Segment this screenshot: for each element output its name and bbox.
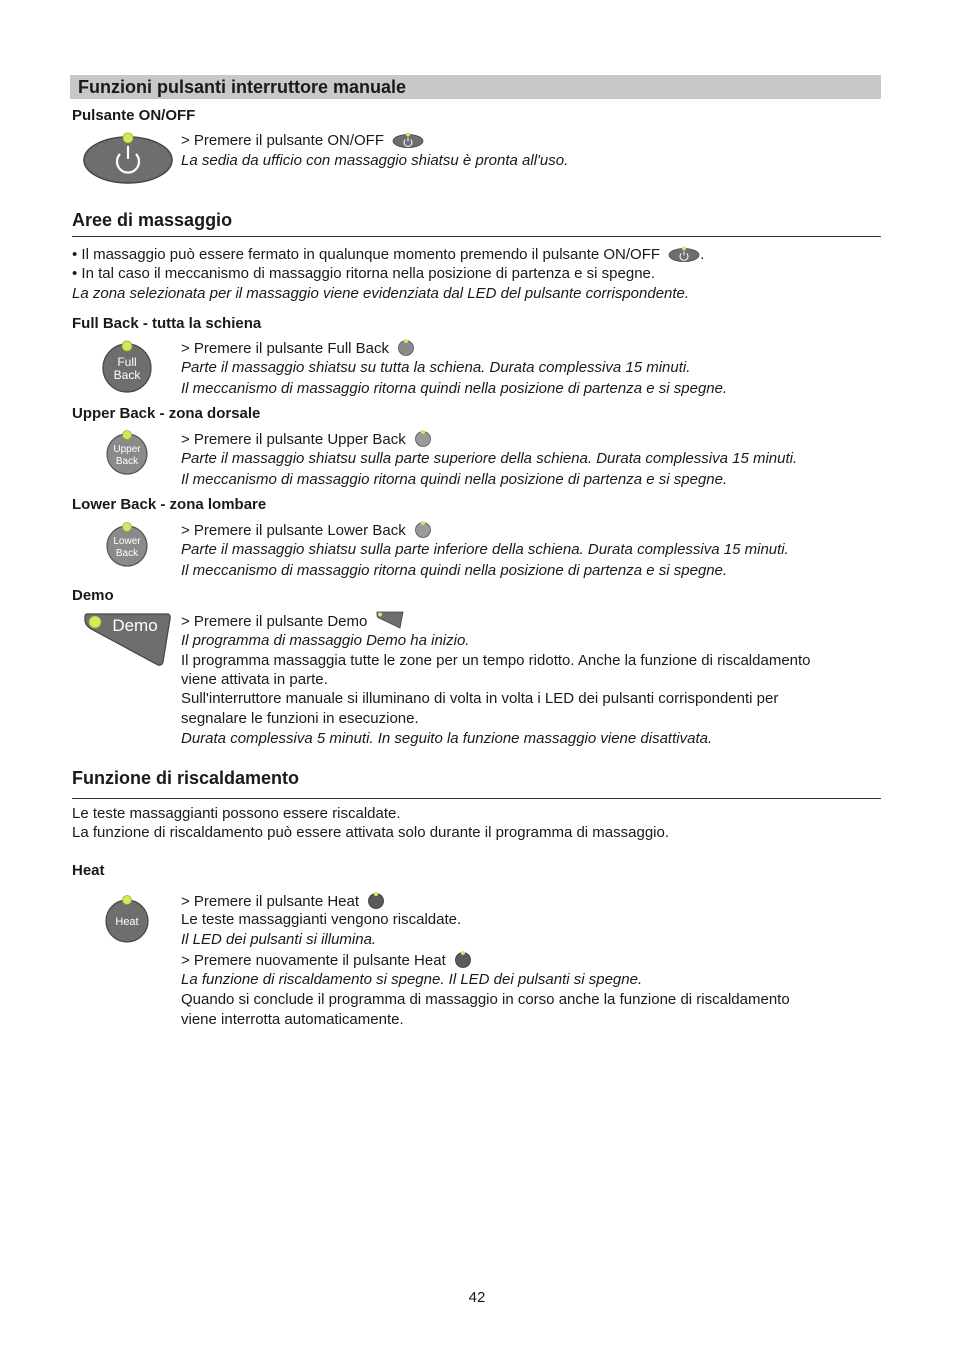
demo-title: Demo: [72, 587, 114, 604]
heat-line-4: Quando si conclude il programma di massaggio in corso anche la funzione di riscaldamento: [181, 991, 790, 1008]
led-indicator-icon: [414, 429, 432, 447]
onoff-note: La sedia da ufficio con massaggio shiatsu è pronta all'uso.: [181, 152, 569, 169]
demo-line-6: Durata complessiva 5 minuti. In seguito la funzione massaggio viene disattivata.: [181, 730, 713, 747]
riscaldamento-heading: Funzione di riscaldamento: [72, 768, 300, 788]
fullback-line-1: Parte il massaggio shiatsu su tutta la schiena. Durata complessiva 15 minuti.: [181, 359, 691, 376]
page-number: 42: [468, 1289, 486, 1306]
riscaldamento-line-1: Le teste massaggianti possono essere riscaldate.: [72, 805, 401, 822]
upperback-step: > Premere il pulsante Upper Back: [181, 429, 432, 450]
upperback-button-image: [104, 428, 150, 481]
demo-step: > Premere il pulsante Demo: [181, 611, 404, 632]
upperback-title: Upper Back - zona dorsale: [72, 405, 261, 422]
divider: [72, 798, 881, 799]
lowerback-step: > Premere il pulsante Lower Back: [181, 520, 432, 541]
led-indicator-icon: [454, 950, 472, 968]
lowerback-btn-label-1: Lower: [113, 536, 141, 547]
onoff-button-image: [82, 132, 174, 191]
demo-line-1: Il programma di massaggio Demo ha inizio.: [181, 632, 470, 649]
demo-line-2: Il programma massaggia tutte le zone per un tempo ridotto. Anche la funzione di riscaldamento: [181, 652, 811, 669]
section-header-title: Funzioni pulsanti interruttore manuale: [78, 77, 407, 97]
fullback-btn-label-1: Full: [117, 355, 137, 369]
upperback-line-2: Il meccanismo di massaggio ritorna quindi nella posizione di partenza e si spegne.: [181, 471, 728, 488]
heat-btn-label: Heat: [115, 916, 139, 928]
lowerback-button-image: [104, 520, 150, 573]
aree-bullet-2: • In tal caso il meccanismo di massaggio ritorna nella posizione di partenza e si spegne.: [72, 265, 656, 282]
demo-button-image: [83, 610, 173, 673]
heat-line-1: Le teste massaggianti vengono riscaldate.: [181, 911, 462, 928]
fullback-button-image: [101, 338, 153, 399]
onoff-step: > Premere il pulsante ON/OFF: [181, 131, 424, 151]
led-indicator-icon: [414, 520, 432, 538]
heat-line-2: Il LED dei pulsanti si illumina.: [181, 931, 377, 948]
onoff-title: Pulsante ON/OFF: [72, 107, 196, 124]
riscaldamento-line-2: La funzione di riscaldamento può essere attivata solo durante il programma di massaggio.: [72, 824, 669, 841]
heat-title: Heat: [72, 862, 105, 879]
led-indicator-icon: [376, 611, 404, 629]
aree-note: La zona selezionata per il massaggio viene evidenziata dal LED del pulsante corrispondente.: [72, 285, 690, 302]
heat-line-3: La funzione di riscaldamento si spegne. Il LED dei pulsanti si spegne.: [181, 971, 643, 988]
demo-line-3: viene attivata in parte.: [181, 671, 328, 688]
heat-line-5: viene interrotta automaticamente.: [181, 1011, 404, 1028]
aree-heading: Aree di massaggio: [72, 210, 233, 230]
lowerback-line-1: Parte il massaggio shiatsu sulla parte inferiore della schiena. Durata complessiva 15 minuti.: [181, 541, 789, 558]
heat-button-image: [103, 893, 151, 950]
upperback-btn-label-2: Back: [115, 456, 139, 467]
lowerback-title: Lower Back - zona lombare: [72, 496, 267, 513]
power-icon: [392, 132, 424, 148]
lowerback-btn-label-2: Back: [115, 548, 139, 559]
power-icon: [668, 246, 700, 262]
fullback-btn-label-2: Back: [113, 368, 141, 382]
fullback-line-2: Il meccanismo di massaggio ritorna quindi nella posizione di partenza e si spegne.: [181, 380, 728, 397]
heat-step-2: > Premere nuovamente il pulsante Heat: [181, 950, 472, 971]
lowerback-line-2: Il meccanismo di massaggio ritorna quindi nella posizione di partenza e si spegne.: [181, 562, 728, 579]
aree-bullet-1: • Il massaggio può essere fermato in qualunque momento premendo il pulsante ON/OFF .: [72, 246, 705, 263]
section-header-bar: [70, 75, 881, 99]
led-indicator-icon: [367, 891, 385, 909]
fullback-step: > Premere il pulsante Full Back: [181, 338, 415, 359]
divider: [72, 236, 881, 237]
demo-line-4: Sull'interruttore manuale si illuminano di volta in volta i LED dei pulsanti corrispondenti per: [181, 690, 779, 707]
demo-btn-label: Demo: [112, 616, 158, 635]
upperback-btn-label-1: Upper: [113, 444, 141, 455]
heat-step-1: > Premere il pulsante Heat: [181, 891, 385, 912]
led-indicator-icon: [397, 338, 415, 356]
fullback-title: Full Back - tutta la schiena: [72, 315, 262, 332]
upperback-line-1: Parte il massaggio shiatsu sulla parte superiore della schiena. Durata complessiva 15 minuti.: [181, 450, 798, 467]
demo-line-5: segnalare le funzioni in esecuzione.: [181, 710, 419, 727]
